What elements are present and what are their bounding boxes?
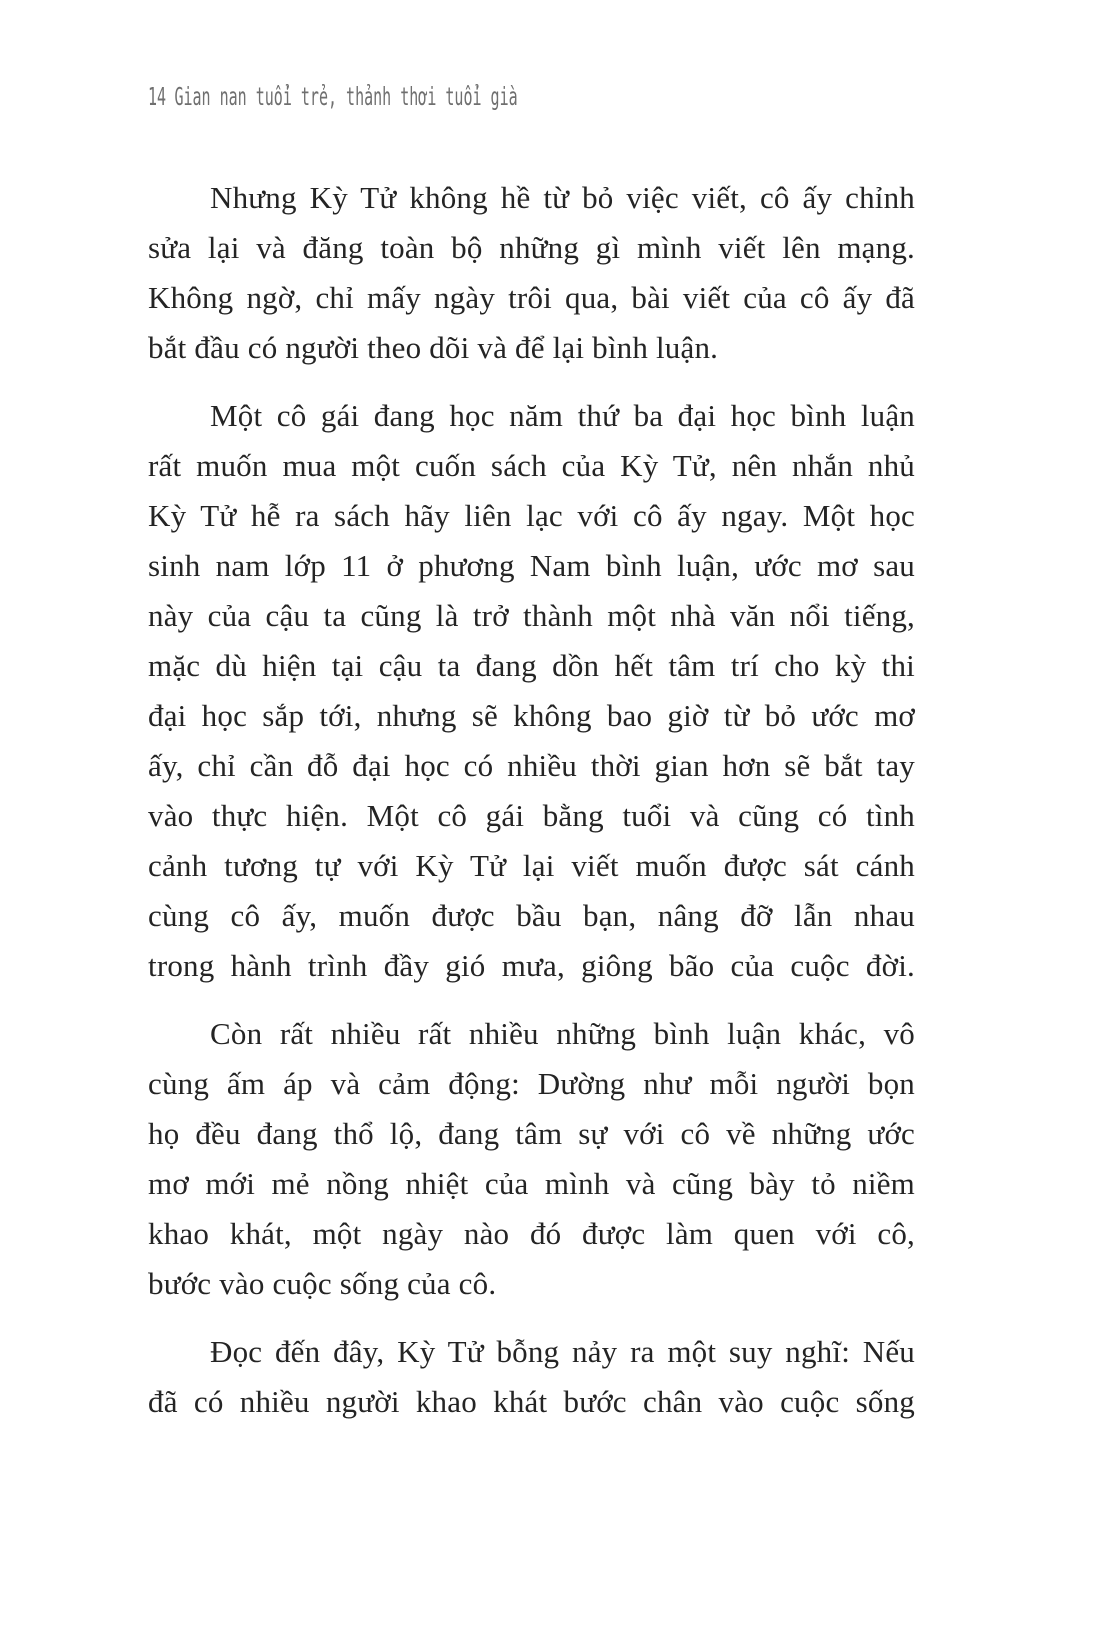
text-line: cảnh tương tự với Kỳ Tử lại viết muốn được sát cánh [148,848,915,883]
paragraph [148,173,915,373]
text-line: bước vào cuộc sống của cô. [148,1266,497,1301]
text-line: này của cậu ta cũng là trở thành một nhà văn nổi tiếng, [148,598,915,633]
page-number: 14 [148,82,167,111]
text-line: Đọc đến đây, Kỳ Tử bỗng nảy ra một suy nghĩ: Nếu [210,1334,915,1369]
text-line: Một cô gái đang học năm thứ ba đại học bình luận [210,398,915,433]
text-line: mặc dù hiện tại cậu ta đang dồn hết tâm trí cho kỳ thi [148,648,915,683]
body-text [148,173,915,1427]
text-line: cùng cô ấy, muốn được bầu bạn, nâng đỡ lẫn nhau [148,898,915,933]
text-line: Kỳ Tử hễ ra sách hãy liên lạc với cô ấy ngay. Một học [148,498,915,533]
text-line: đã có nhiều người khao khát bước chân vào cuộc sống [148,1384,915,1419]
text-line: họ đều đang thổ lộ, đang tâm sự với cô về những ước [148,1116,915,1151]
text-line: sửa lại và đăng toàn bộ những gì mình viết lên mạng. [148,230,915,265]
text-line: sinh nam lớp 11 ở phương Nam bình luận, ước mơ sau [148,548,915,583]
running-header [148,82,518,111]
paragraph [148,1009,915,1309]
text-line: khao khát, một ngày nào đó được làm quen với cô, [148,1216,915,1251]
text-line: cùng ấm áp và cảm động: Dường như mỗi người bọn [148,1066,915,1101]
text-line: mơ mới mẻ nồng nhiệt của mình và cũng bày tỏ niềm [148,1166,915,1201]
paragraph [148,391,915,991]
paragraph [148,1327,915,1427]
text-line: trong hành trình đầy gió mưa, giông bão của cuộc đời. [148,948,915,983]
text-line: ấy, chỉ cần đỗ đại học có nhiều thời gian hơn sẽ bắt tay [148,748,915,783]
text-line: Nhưng Kỳ Tử không hề từ bỏ việc viết, cô ấy chỉnh [210,180,915,215]
text-line: bắt đầu có người theo dõi và để lại bình luận. [148,330,719,365]
text-line: Không ngờ, chỉ mấy ngày trôi qua, bài viết của cô ấy đã [148,280,915,315]
text-line: Còn rất nhiều rất nhiều những bình luận khác, vô [210,1016,915,1051]
text-line: vào thực hiện. Một cô gái bằng tuổi và cũng có tình [148,798,915,833]
running-title: Gian nan tuổi trẻ, thảnh thơi tuổi già [174,82,518,111]
text-line: đại học sắp tới, nhưng sẽ không bao giờ từ bỏ ước mơ [148,698,915,733]
text-line: rất muốn mua một cuốn sách của Kỳ Tử, nên nhắn nhủ [148,448,915,483]
